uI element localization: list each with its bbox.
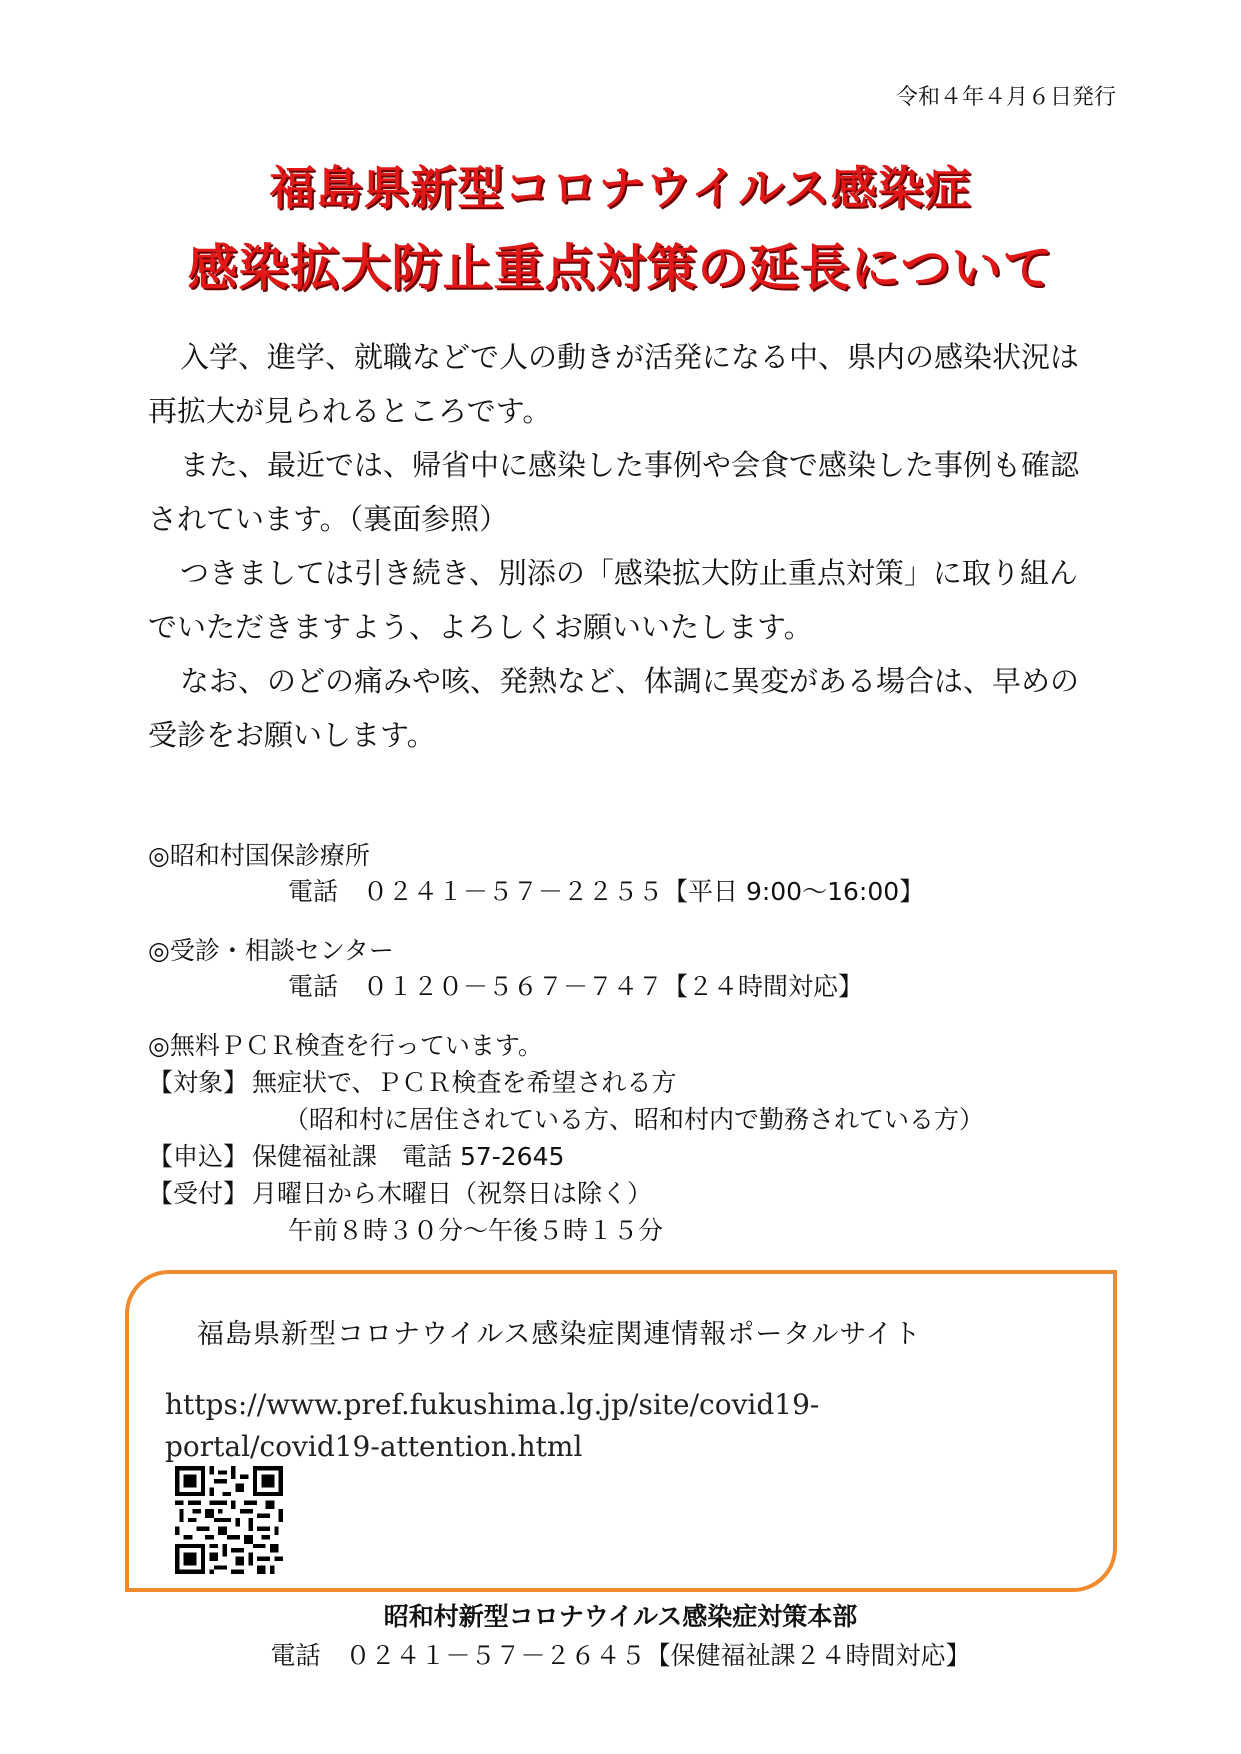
paragraph: また、最近では、帰省中に感染した事例や会食で感染した事例も確認されています。（裏面参照） xyxy=(148,448,1080,536)
consult-center-name: ◎受診・相談センター xyxy=(148,936,394,965)
footer-tel: 電話 ０２４１－５７－２６４５【保健福祉課２４時間対応】 xyxy=(270,1641,971,1670)
clinic-name: ◎昭和村国保診療所 xyxy=(148,841,370,870)
notice-body xyxy=(148,330,1096,762)
title-line-1: 福島県新型コロナウイルス感染症 xyxy=(269,161,972,215)
portal-url-line-1[interactable]: https://www.pref.fukushima.lg.jp/site/covid19- xyxy=(165,1388,820,1421)
pcr-target-value: 無症状で、ＰＣＲ検査を希望される方 xyxy=(252,1068,677,1097)
portal-url-line-2[interactable]: portal/covid19-attention.html xyxy=(165,1430,583,1463)
pcr-reception-hours: 午前８時３０分～午後５時１５分 xyxy=(288,1216,664,1245)
contact-info xyxy=(148,838,1108,1249)
paragraph: なお、のどの痛みや咳、発熱など、体調に異変がある場合は、早めの受診をお願いします。 xyxy=(148,664,1080,752)
pcr-heading: ◎無料ＰＣＲ検査を行っています。 xyxy=(148,1031,543,1060)
pcr-apply-row xyxy=(148,1138,1108,1175)
pcr-reception-key: 【受付】 xyxy=(148,1179,249,1208)
clinic-tel: 電話 ０２４１－５７－２２５５【平日 9:00～16:00】 xyxy=(288,877,925,906)
qr-code-icon[interactable] xyxy=(175,1466,283,1574)
portal-url[interactable] xyxy=(165,1384,819,1468)
pcr-reception-value: 月曜日から木曜日（祝祭日は除く） xyxy=(252,1179,653,1208)
paragraph: つきましては引き続き、別添の「感染拡大防止重点対策」に取り組んでいただきますよう、よろしくお願いいたします。 xyxy=(148,556,1078,644)
pcr-target-key: 【対象】 xyxy=(148,1068,249,1097)
paragraph: 入学、進学、就職などで人の動きが活発になる中、県内の感染状況は再拡大が見られるところです。 xyxy=(148,340,1080,428)
portal-box xyxy=(125,1270,1117,1592)
pcr-reception-row xyxy=(148,1175,1108,1212)
pcr-target-note: （昭和村に居住されている方、昭和村内で勤務されている方） xyxy=(284,1105,985,1134)
title-line-2: 感染拡大防止重点対策の延長について xyxy=(187,239,1054,297)
pcr-apply-key: 【申込】 xyxy=(148,1142,249,1171)
pcr-target-row xyxy=(148,1064,1108,1101)
pcr-apply-value: 保健福祉課 電話 57-2645 xyxy=(252,1142,565,1171)
footer-organization: 昭和村新型コロナウイルス感染症対策本部 xyxy=(383,1602,858,1631)
consult-center-tel: 電話 ０１２０－５６７－７４７【２４時間対応】 xyxy=(288,972,864,1001)
issue-date: 令和４年４月６日発行 xyxy=(895,85,1116,110)
portal-title: 福島県新型コロナウイルス感染症関連情報ポータルサイト xyxy=(197,1319,922,1350)
